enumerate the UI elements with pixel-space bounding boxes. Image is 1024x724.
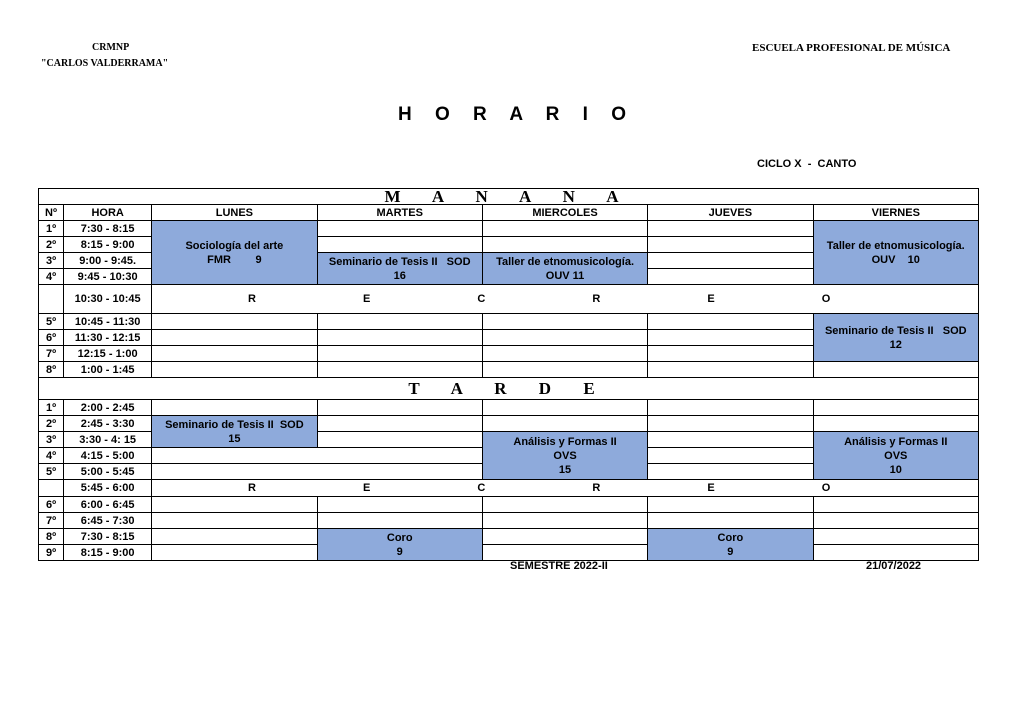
table-row [39,314,979,330]
course-cell-martes-coro [317,529,482,561]
course-detail: 16 [393,269,406,282]
course-name: Coro [717,531,744,544]
row-time: 7:30 - 8:15 [64,221,152,237]
row-number: 4º [39,269,64,285]
course-detail: 9 [727,545,734,558]
empty-cell [648,221,813,237]
empty-cell [813,416,978,432]
empty-cell [648,253,813,269]
course-cell-martes-seminario [317,253,482,285]
recess-label: R E C R E O [152,285,979,314]
page-title: H O R A R I O [398,104,635,125]
table-row [39,400,979,416]
row-time: 6:45 - 7:30 [64,513,152,529]
row-number: 4º [39,448,64,464]
row-time: 7:30 - 8:15 [64,529,152,545]
row-number: 1º [39,221,64,237]
cycle-label: CICLO X - CANTO [757,158,857,170]
empty-cell [813,362,978,378]
course-name: Taller de etnomusicología. [826,239,965,252]
empty-cell [648,432,813,448]
empty-cell [317,314,482,330]
empty-cell [813,513,978,529]
row-time: 9:00 - 9:45. [64,253,152,269]
row-time: 5:00 - 5:45 [64,464,152,480]
empty-cell [317,400,482,416]
row-number: 6º [39,330,64,346]
recess-row [39,285,979,314]
schedule-table [38,188,979,561]
empty-cell [317,362,482,378]
empty-cell [648,314,813,330]
empty-cell [152,448,483,464]
row-time: 8:15 - 9:00 [64,237,152,253]
school-name: ESCUELA PROFESIONAL DE MÚSICA [752,42,951,54]
table-row [39,529,979,545]
empty-cell [482,513,647,529]
empty-cell [648,464,813,480]
empty-cell [648,346,813,362]
course-detail: OUV 11 [545,269,585,282]
empty-cell [813,545,978,561]
row-number: 3º [39,432,64,448]
course-cell-miercoles-analisis [482,432,647,480]
empty-cell [152,314,317,330]
row-number: 9º [39,545,64,561]
recess-row [39,480,979,497]
course-cell-lunes-seminario [152,416,317,448]
course-detail: 15 [558,463,572,476]
empty-cell [482,362,647,378]
course-name: Sociología del arte [185,239,284,252]
table-row [39,513,979,529]
col-header-viernes: VIERNES [813,205,978,221]
row-number: 8º [39,362,64,378]
course-name: Seminario de Tesis II SOD [328,255,471,268]
empty-cell [482,545,647,561]
row-number: 2º [39,416,64,432]
course-name: Seminario de Tesis II SOD [824,324,967,337]
row-number: 1º [39,400,64,416]
empty-cell [317,330,482,346]
header-row [39,205,979,221]
empty-cell [317,416,482,432]
row-time: 10:30 - 10:45 [64,285,152,314]
course-detail: 10 [889,463,902,476]
course-cell-viernes-analisis [813,432,978,480]
table-row [39,416,979,432]
empty-cell [482,416,647,432]
empty-cell [482,237,647,253]
semester-label: SEMESTRE 2022-II [510,560,608,572]
empty-cell [813,497,978,513]
row-time: 4:15 - 5:00 [64,448,152,464]
row-number: 2º [39,237,64,253]
row-time: 12:15 - 1:00 [64,346,152,362]
empty-cell [482,529,647,545]
course-name: Análisis y Formas II [844,435,948,448]
section-title-manana: M A N A N A [39,189,979,205]
section-row-tarde [39,378,979,400]
row-time: 5:45 - 6:00 [64,480,152,497]
table-row [39,545,979,561]
row-time: 2:00 - 2:45 [64,400,152,416]
course-code: OVS [553,449,577,462]
empty-cell [482,221,647,237]
course-code: OVS [884,449,908,462]
empty-cell [482,314,647,330]
row-number: 7º [39,346,64,362]
course-cell-miercoles-taller [482,253,647,285]
col-header-jueves: JUEVES [648,205,813,221]
col-header-number: Nº [39,205,64,221]
empty-cell [648,448,813,464]
institution-name: "CARLOS VALDERRAMA" [41,58,169,69]
col-header-lunes: LUNES [152,205,317,221]
empty-cell [648,269,813,285]
date-label: 21/07/2022 [866,560,922,572]
row-time: 11:30 - 12:15 [64,330,152,346]
empty-cell [813,529,978,545]
row-number: 5º [39,314,64,330]
row-number: 6º [39,497,64,513]
empty-cell [648,400,813,416]
row-time: 10:45 - 11:30 [64,314,152,330]
empty-cell [152,400,317,416]
row-number: 7º [39,513,64,529]
empty-cell [152,346,317,362]
empty-cell [482,330,647,346]
recess-label: R E C R E O [152,480,979,497]
table-row [39,497,979,513]
course-name: Taller de etnomusicología. [496,255,634,268]
empty-cell [152,529,317,545]
empty-cell [317,432,482,448]
empty-cell [152,330,317,346]
row-number: 5º [39,464,64,480]
empty-cell [648,237,813,253]
row-time: 8:15 - 9:00 [64,545,152,561]
section-row-manana [39,189,979,205]
empty-cell [317,221,482,237]
row-number [39,480,64,497]
course-cell-jueves-coro [648,529,813,561]
empty-cell [813,400,978,416]
empty-cell [648,362,813,378]
empty-cell [648,513,813,529]
row-number: 3º [39,253,64,269]
row-number: 8º [39,529,64,545]
empty-cell [317,513,482,529]
empty-cell [317,497,482,513]
row-time: 3:30 - 4: 15 [64,432,152,448]
course-detail: 9 [396,545,403,558]
row-time: 1:00 - 1:45 [64,362,152,378]
empty-cell [152,545,317,561]
row-time: 9:45 - 10:30 [64,269,152,285]
col-header-hora: HORA [64,205,152,221]
institution-short-name: CRMNP [92,42,130,53]
course-detail: FMR 9 [207,253,262,266]
course-name: Seminario de Tesis II SOD [165,418,304,431]
empty-cell [317,237,482,253]
empty-cell [152,497,317,513]
course-cell-lunes-sociologia [152,221,317,285]
empty-cell [482,497,647,513]
col-header-martes: MARTES [317,205,482,221]
row-time: 2:45 - 3:30 [64,416,152,432]
table-row [39,362,979,378]
course-detail: 12 [889,338,902,351]
row-time: 6:00 - 6:45 [64,497,152,513]
empty-cell [152,513,317,529]
section-title-tarde: T A R D E [39,378,979,400]
col-header-miercoles: MIERCOLES [482,205,647,221]
course-cell-viernes-seminario [813,314,978,362]
empty-cell [482,400,647,416]
course-detail: 15 [228,432,241,445]
empty-cell [152,362,317,378]
empty-cell [317,346,482,362]
empty-cell [648,330,813,346]
row-number [39,285,64,314]
course-name: Coro [386,531,413,544]
course-cell-viernes-taller [813,221,978,285]
course-name: Análisis y Formas II [513,435,617,448]
empty-cell [648,416,813,432]
table-row [39,221,979,237]
empty-cell [648,497,813,513]
course-detail: OUV 10 [871,253,920,266]
empty-cell [482,346,647,362]
empty-cell [152,464,483,480]
